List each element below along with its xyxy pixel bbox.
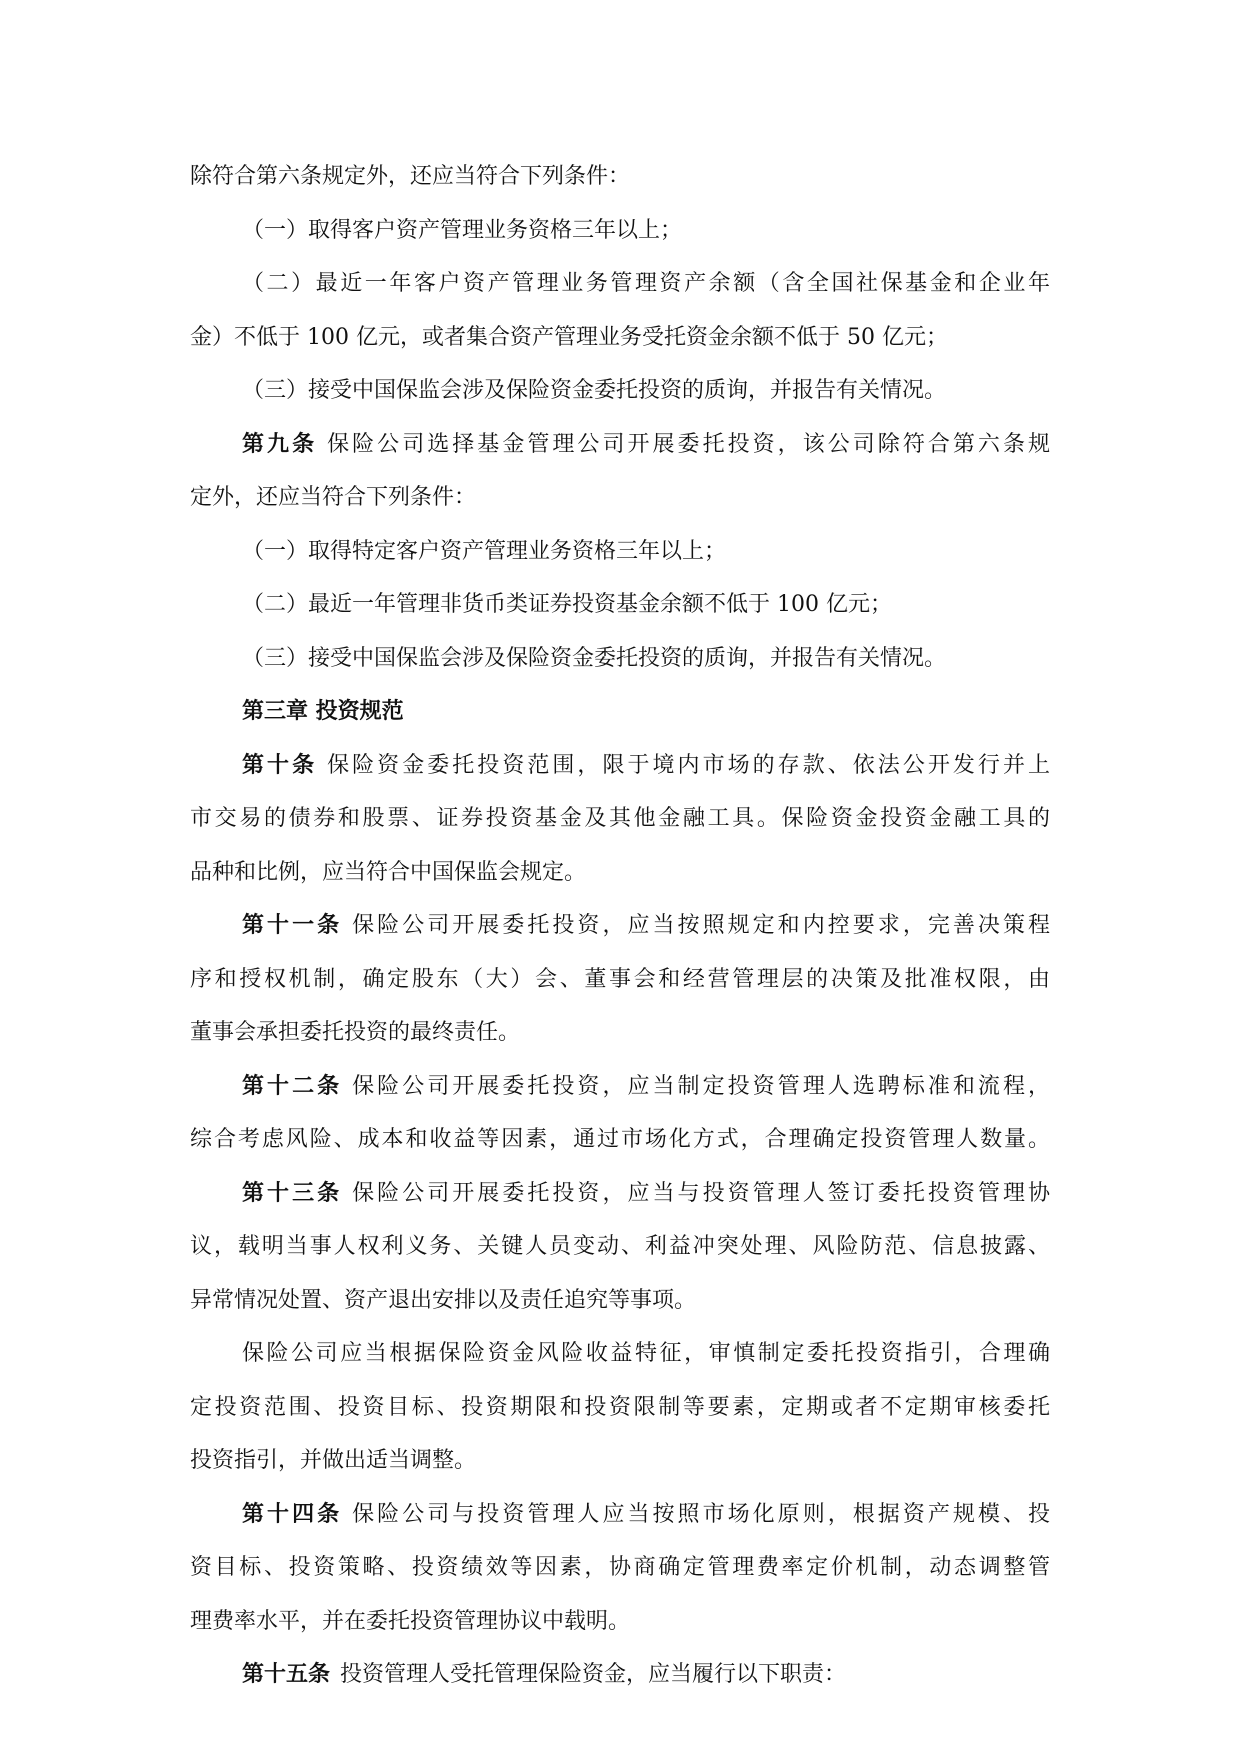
article-text: 保险资金委托投资范围，限于境内市场的存款、依法公开发行并上 <box>327 752 1050 778</box>
article-12 <box>190 1060 1050 1114</box>
article-text: 保险公司与投资管理人应当按照市场化原则，根据资产规模、投 <box>352 1501 1050 1527</box>
article-text: 投资管理人受托管理保险资金，应当履行以下职责： <box>340 1662 847 1687</box>
article-title: 第十一条 <box>242 912 343 938</box>
article-text: 保险公司开展委托投资，应当按照规定和内控要求，完善决策程 <box>352 913 1050 938</box>
article-title: 第九条 <box>242 430 318 457</box>
text-line: 理费率水平，并在委托投资管理协议中载明。 <box>190 1608 631 1634</box>
text-line: 金）不低于 100 亿元，或者集合资产管理业务受托资金余额不低于 50 亿元； <box>190 324 948 350</box>
text-line: 董事会承担委托投资的最终责任。 <box>190 1020 521 1045</box>
article-title: 第十二条 <box>242 1072 343 1099</box>
list-item: （三）接受中国保监会涉及保险资金委托投资的质询，并报告有关情况。 <box>242 645 947 671</box>
text-line: 序和授权机制，确定股东（大）会、董事会和经营管理层的决策及批准权限，由 <box>190 966 1050 992</box>
text-line: 定外，还应当符合下列条件： <box>190 485 477 510</box>
list-item: （一）取得特定客户资产管理业务资格三年以上； <box>242 538 727 564</box>
article-text: 保险公司开展委托投资，应当与投资管理人签订委托投资管理协 <box>352 1180 1050 1206</box>
chapter-title: 第三章 投资规范 <box>242 698 404 724</box>
article-15 <box>190 1648 1050 1702</box>
chapter-heading <box>190 685 1050 739</box>
article-text: 保险公司选择基金管理公司开展委托投资，该公司除符合第六条规 <box>327 431 1050 457</box>
article-9 <box>190 418 1050 472</box>
paragraph-start: 保险公司应当根据保险资金风险收益特征，审慎制定委托投资指引，合理确 <box>242 1341 1050 1366</box>
text-line: 综合考虑风险、成本和收益等因素，通过市场化方式，合理确定投资管理人数量。 <box>190 1127 1050 1152</box>
article-13 <box>190 1167 1050 1221</box>
text-line: 除符合第六条规定外，还应当符合下列条件： <box>190 164 631 189</box>
article-title: 第十三条 <box>242 1179 343 1206</box>
text-line: 品种和比例，应当符合中国保监会规定。 <box>190 859 587 885</box>
article-10 <box>190 739 1050 793</box>
text-line: 资目标、投资策略、投资绩效等因素，协商确定管理费率定价机制，动态调整管 <box>190 1555 1050 1580</box>
list-item: （二）最近一年客户资产管理业务管理资产余额（含全国社保基金和企业年 <box>242 271 1050 296</box>
article-title: 第十条 <box>242 751 318 778</box>
article-title: 第十五条 <box>242 1661 331 1687</box>
text-line: 议，载明当事人权利义务、关键人员变动、利益冲突处理、风险防范、信息披露、 <box>190 1234 1050 1259</box>
list-item: （二）最近一年管理非货币类证券投资基金余额不低于 100 亿元； <box>242 592 892 617</box>
article-11 <box>190 899 1050 953</box>
article-14 <box>190 1488 1050 1542</box>
article-title: 第十四条 <box>242 1500 343 1527</box>
text-line: 投资指引，并做出适当调整。 <box>190 1448 477 1473</box>
text-line: 市交易的债券和股票、证券投资基金及其他金融工具。保险资金投资金融工具的 <box>190 806 1050 831</box>
list-item: （一）取得客户资产管理业务资格三年以上； <box>242 217 683 243</box>
text-line: 异常情况处置、资产退出安排以及责任追究等事项。 <box>190 1287 697 1313</box>
article-text: 保险公司开展委托投资，应当制定投资管理人选聘标准和流程， <box>352 1073 1050 1099</box>
document-page <box>190 150 1050 1702</box>
text-line: 定投资范围、投资目标、投资期限和投资限制等要素，定期或者不定期审核委托 <box>190 1394 1050 1420</box>
list-item: （三）接受中国保监会涉及保险资金委托投资的质询，并报告有关情况。 <box>242 378 947 403</box>
